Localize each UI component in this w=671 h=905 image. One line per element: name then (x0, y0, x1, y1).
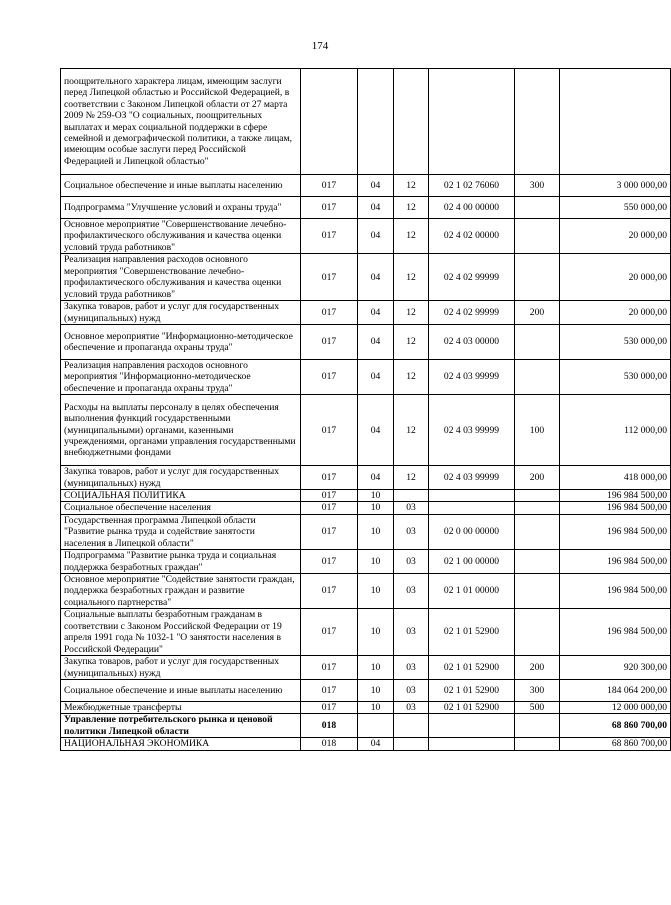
row-vid-code (515, 219, 560, 254)
row-name: Подпрограмма "Улучшение условий и охраны труда" (61, 197, 301, 219)
row-razdel-code: 10 (358, 679, 394, 701)
row-name: СОЦИАЛЬНАЯ ПОЛИТИКА (61, 490, 301, 502)
row-vid-code (515, 69, 560, 175)
row-podrazdel-code: 03 (394, 514, 429, 549)
row-glava-code: 018 (301, 714, 358, 738)
row-glava-code: 017 (301, 395, 358, 466)
row-amount: 112 000,00 (560, 395, 671, 466)
table-row (61, 714, 671, 738)
row-razdel-code: 04 (358, 360, 394, 395)
row-podrazdel-code: 03 (394, 573, 429, 608)
row-amount: 20 000,00 (560, 219, 671, 254)
row-target-code: 02 4 03 00000 (429, 325, 515, 360)
table-row (61, 395, 671, 466)
row-amount: 184 064 200,00 (560, 679, 671, 701)
row-podrazdel-code: 12 (394, 466, 429, 490)
row-podrazdel-code: 03 (394, 550, 429, 574)
row-podrazdel-code (394, 69, 429, 175)
row-name: Закупка товаров, работ и услуг для государственных (муниципальных) нужд (61, 301, 301, 325)
row-podrazdel-code: 03 (394, 656, 429, 680)
row-glava-code: 017 (301, 490, 358, 502)
row-glava-code: 017 (301, 197, 358, 219)
row-target-code: 02 4 03 99999 (429, 466, 515, 490)
row-vid-code (515, 714, 560, 738)
row-podrazdel-code (394, 714, 429, 738)
row-glava-code: 017 (301, 679, 358, 701)
table-row (61, 175, 671, 197)
row-glava-code: 017 (301, 514, 358, 549)
row-target-code: 02 4 03 99999 (429, 395, 515, 466)
row-target-code: 02 1 01 52900 (429, 609, 515, 656)
row-glava-code: 017 (301, 466, 358, 490)
row-vid-code (515, 197, 560, 219)
row-vid-code (515, 609, 560, 656)
row-glava-code: 017 (301, 573, 358, 608)
row-name: Закупка товаров, работ и услуг для государственных (муниципальных) нужд (61, 656, 301, 680)
row-glava-code: 017 (301, 301, 358, 325)
row-podrazdel-code: 03 (394, 701, 429, 713)
row-glava-code: 017 (301, 502, 358, 514)
row-razdel-code: 10 (358, 490, 394, 502)
row-razdel-code: 04 (358, 738, 394, 750)
row-amount: 196 984 500,00 (560, 550, 671, 574)
table-row (61, 325, 671, 360)
row-razdel-code: 10 (358, 550, 394, 574)
row-podrazdel-code: 03 (394, 679, 429, 701)
row-target-code: 02 4 02 99999 (429, 254, 515, 301)
row-podrazdel-code: 12 (394, 219, 429, 254)
row-razdel-code: 04 (358, 325, 394, 360)
row-glava-code: 017 (301, 701, 358, 713)
row-glava-code: 017 (301, 550, 358, 574)
row-target-code (429, 738, 515, 750)
row-podrazdel-code: 12 (394, 360, 429, 395)
table-row (61, 466, 671, 490)
row-glava-code: 018 (301, 738, 358, 750)
row-name: Основное мероприятие "Совершенствование лечебно-профилактического обслуживания и качества оценки условий труда работников" (61, 219, 301, 254)
row-podrazdel-code: 03 (394, 502, 429, 514)
row-vid-code: 300 (515, 175, 560, 197)
row-podrazdel-code (394, 738, 429, 750)
row-glava-code: 017 (301, 175, 358, 197)
table-row (61, 301, 671, 325)
row-razdel-code: 04 (358, 301, 394, 325)
row-amount: 530 000,00 (560, 360, 671, 395)
row-amount: 920 300,00 (560, 656, 671, 680)
row-razdel-code: 04 (358, 197, 394, 219)
row-podrazdel-code: 03 (394, 609, 429, 656)
table-row (61, 490, 671, 502)
row-razdel-code: 10 (358, 502, 394, 514)
row-target-code: 02 4 02 99999 (429, 301, 515, 325)
row-target-code (429, 490, 515, 502)
row-vid-code: 100 (515, 395, 560, 466)
row-vid-code (515, 490, 560, 502)
row-podrazdel-code: 12 (394, 325, 429, 360)
row-razdel-code: 04 (358, 466, 394, 490)
budget-table (60, 68, 671, 751)
table-row (61, 679, 671, 701)
row-razdel-code: 10 (358, 701, 394, 713)
row-vid-code (515, 514, 560, 549)
row-podrazdel-code: 12 (394, 197, 429, 219)
row-name: Государственная программа Липецкой области "Развитие рынка труда и содействие занятости населения в Липецкой области" (61, 514, 301, 549)
row-vid-code: 200 (515, 301, 560, 325)
row-razdel-code: 04 (358, 395, 394, 466)
table-row (61, 514, 671, 549)
row-name: Основное мероприятие "Содействие занятости граждан, поддержка безработных граждан и развитие социального партнерства" (61, 573, 301, 608)
row-razdel-code: 04 (358, 175, 394, 197)
row-target-code: 02 0 00 00000 (429, 514, 515, 549)
row-amount: 196 984 500,00 (560, 490, 671, 502)
row-razdel-code: 10 (358, 656, 394, 680)
row-vid-code (515, 550, 560, 574)
row-podrazdel-code: 12 (394, 301, 429, 325)
row-glava-code (301, 69, 358, 175)
row-razdel-code: 10 (358, 609, 394, 656)
table-row (61, 656, 671, 680)
row-glava-code: 017 (301, 325, 358, 360)
row-razdel-code (358, 69, 394, 175)
row-amount: 20 000,00 (560, 301, 671, 325)
row-glava-code: 017 (301, 360, 358, 395)
row-amount: 20 000,00 (560, 254, 671, 301)
row-target-code: 02 4 02 00000 (429, 219, 515, 254)
row-podrazdel-code: 12 (394, 175, 429, 197)
row-name: Социальное обеспечение населения (61, 502, 301, 514)
row-target-code (429, 714, 515, 738)
row-vid-code: 500 (515, 701, 560, 713)
table-row (61, 197, 671, 219)
row-razdel-code: 10 (358, 514, 394, 549)
row-name: Межбюджетные трансферты (61, 701, 301, 713)
table-row (61, 502, 671, 514)
page-number: 174 (311, 40, 329, 52)
table-row (61, 609, 671, 656)
row-razdel-code: 04 (358, 254, 394, 301)
row-amount: 550 000,00 (560, 197, 671, 219)
row-amount: 196 984 500,00 (560, 609, 671, 656)
row-podrazdel-code (394, 490, 429, 502)
row-podrazdel-code: 12 (394, 254, 429, 301)
row-amount: 196 984 500,00 (560, 514, 671, 549)
row-amount (560, 69, 671, 175)
row-glava-code: 017 (301, 254, 358, 301)
table-row (61, 550, 671, 574)
row-target-code (429, 502, 515, 514)
row-target-code: 02 1 00 00000 (429, 550, 515, 574)
row-podrazdel-code: 12 (394, 395, 429, 466)
row-name: поощрительного характера лицам, имеющим заслуги перед Липецкой областью и Российской Федерацией, в соответствии с Законом Липецкой области от 27 марта 2009 № 259-ОЗ "О социальных, поощрительных выплатах и мерах социальной поддержки в сфере семейной и демографической политики, а также лицам, имеющим особые заслуги перед Российской Федерацией и Липецкой областью" (61, 69, 301, 175)
row-glava-code: 017 (301, 609, 358, 656)
row-vid-code (515, 502, 560, 514)
row-target-code (429, 69, 515, 175)
table-row (61, 69, 671, 175)
row-vid-code: 300 (515, 679, 560, 701)
row-name: Социальные выплаты безработным гражданам в соответствии с Законом Российской Федерации от 19 апреля 1991 года № 1032-1 "О занятости населения в Российской Федерации" (61, 609, 301, 656)
row-target-code: 02 1 02 76060 (429, 175, 515, 197)
row-name: Социальное обеспечение и иные выплаты населению (61, 175, 301, 197)
table-row (61, 254, 671, 301)
table-row (61, 219, 671, 254)
row-amount: 68 860 700,00 (560, 738, 671, 750)
row-razdel-code: 04 (358, 219, 394, 254)
row-amount: 68 860 700,00 (560, 714, 671, 738)
row-name: НАЦИОНАЛЬНАЯ ЭКОНОМИКА (61, 738, 301, 750)
row-amount: 196 984 500,00 (560, 502, 671, 514)
row-glava-code: 017 (301, 656, 358, 680)
row-vid-code (515, 254, 560, 301)
row-amount: 418 000,00 (560, 466, 671, 490)
table-row (61, 573, 671, 608)
row-amount: 196 984 500,00 (560, 573, 671, 608)
row-name: Расходы на выплаты персоналу в целях обеспечения выполнения функций государственными (муниципальными) органами, казенными учреждениями, органами управления государственными внебюджетными фондами (61, 395, 301, 466)
table-row (61, 738, 671, 750)
row-name: Реализация направления расходов основного мероприятия "Совершенствование лечебно-профилактического обслуживания и качества оценки условий труда работников" (61, 254, 301, 301)
row-name: Основное мероприятие "Информационно-методическое обеспечение и пропаганда охраны труда" (61, 325, 301, 360)
row-name: Подпрограмма "Развитие рынка труда и социальная поддержка безработных граждан" (61, 550, 301, 574)
row-glava-code: 017 (301, 219, 358, 254)
table-row (61, 701, 671, 713)
row-name: Закупка товаров, работ и услуг для государственных (муниципальных) нужд (61, 466, 301, 490)
row-name: Управление потребительского рынка и ценовой политики Липецкой области (61, 714, 301, 738)
row-amount: 530 000,00 (560, 325, 671, 360)
row-vid-code (515, 325, 560, 360)
row-vid-code (515, 573, 560, 608)
row-name: Реализация направления расходов основного мероприятия "Информационно-методическое обеспечение и пропаганда охраны труда" (61, 360, 301, 395)
row-target-code: 02 1 01 52900 (429, 701, 515, 713)
row-amount: 12 000 000,00 (560, 701, 671, 713)
row-target-code: 02 4 00 00000 (429, 197, 515, 219)
row-vid-code (515, 360, 560, 395)
row-vid-code: 200 (515, 656, 560, 680)
row-name: Социальное обеспечение и иные выплаты населению (61, 679, 301, 701)
row-razdel-code (358, 714, 394, 738)
row-target-code: 02 1 01 00000 (429, 573, 515, 608)
row-vid-code (515, 738, 560, 750)
row-target-code: 02 1 01 52900 (429, 679, 515, 701)
row-target-code: 02 4 03 99999 (429, 360, 515, 395)
row-amount: 3 000 000,00 (560, 175, 671, 197)
row-vid-code: 200 (515, 466, 560, 490)
table-row (61, 360, 671, 395)
row-razdel-code: 10 (358, 573, 394, 608)
row-target-code: 02 1 01 52900 (429, 656, 515, 680)
